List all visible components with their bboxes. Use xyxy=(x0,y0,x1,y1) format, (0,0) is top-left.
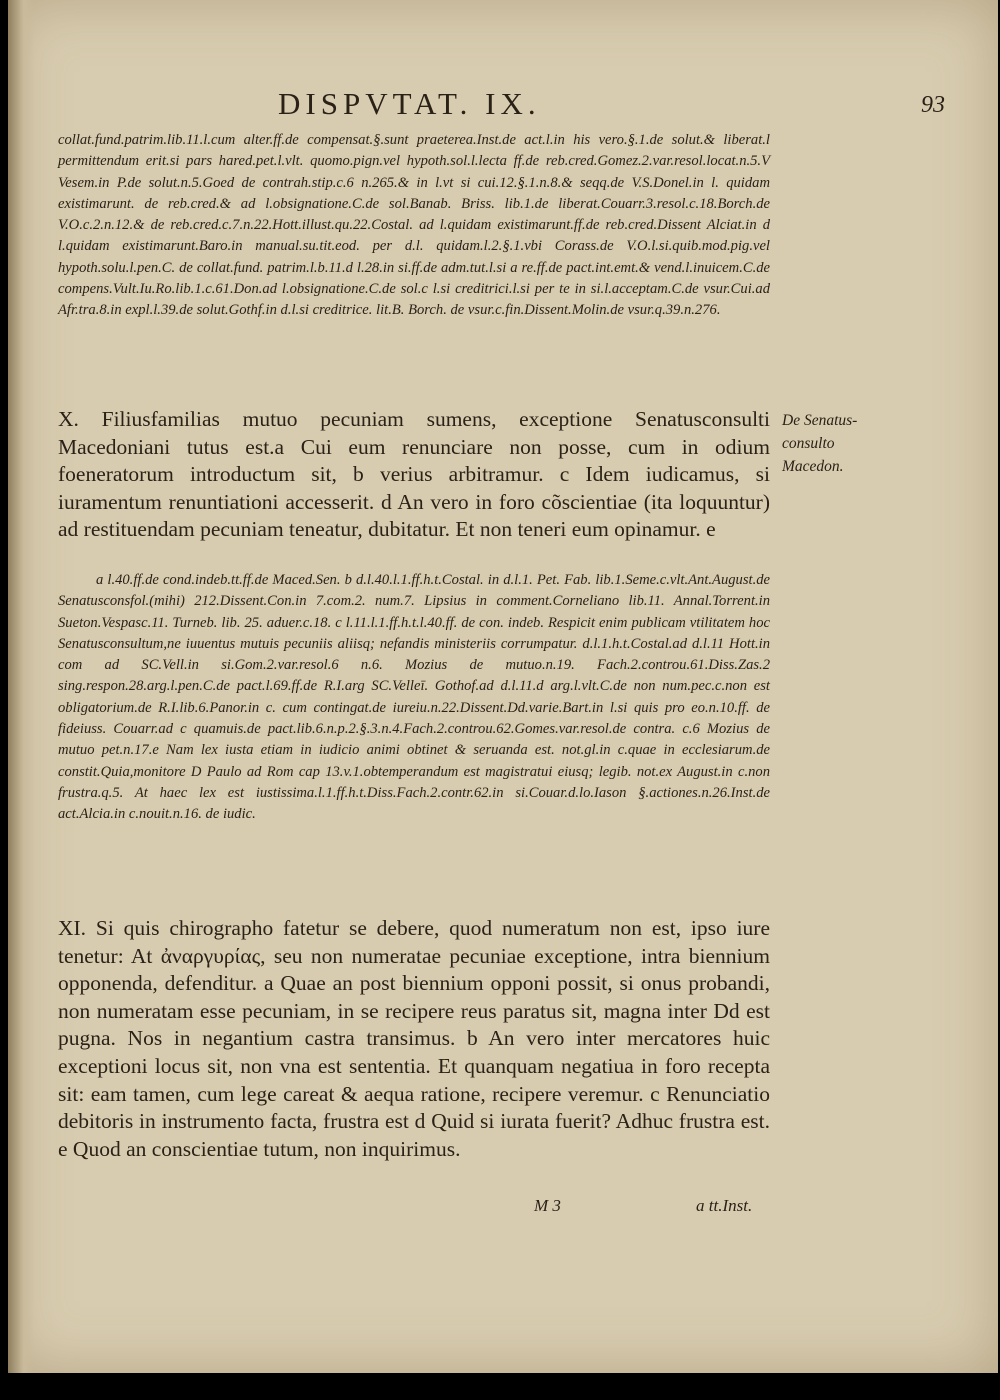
section-x-footnotes-text: a l.40.ff.de cond.indeb.tt.ff.de Maced.Sen. b d.l.40.l.1.ff.h.t.Costal. in d.l.1. Pet. Fab. lib.1.Seme.c.vlt.Ant.August.de Senatusconsfol.(mihi) 212.Dissent.Con.in 7.com.2. num.7. Lipsius in comment.Corneliano lib.11. Annal.Torrent.in Sueton.Vespasc.11. Turneb. lib. 25. aduer.c.18. c l.11.l.1.ff.h.t.l.40.ff. de con. indeb. Respicit enim publicam vtilitatem hoc Senatusconsultum,ne iuuentus mutuis pecuniis aliisq; nefandis ministeriis corrumpatur. d.l.1.h.t.Costal.ad d.l.11 Hott.in com ad SC.Vell.in si.Gom.2.var.resol.6 n.6. Mozius de mutuo.n.19. Fach.2.controu.61.Diss.Zas.2 sing.respon.28.arg.l.pen.C.de pact.l.69.ff.de R.I.arg SC.Velleī. Gothof.ad d.l.11.d arg.l.vlt.C.de non num.pec.c.non est obligatorium.de R.I.lib.6.Panor.in c. cum contingat.de iureiu.n.22.Dissent.Dd.varie.Bart.in l.si quis pro eo.n.10.ff. de fideiuss. Couarr.ad c quamuis.de pact.lib.6.n.p.2.§.3.n.4.Fach.2.controu.62.Gomes.var.resol.de contra. c.6 Mozius de mutuo pet.n.17.e Nam lex iusta etiam in iudicio animi obtinet & seruanda est. not.gl.in c.quae in ecclesiarum.de constit.Quia,monitore D Paulo ad Rom cap 13.v.1.obtemperandum est magistratui eiusq; legib. not.ex August.in c.non frustra.q.5. At haec lex est iustissima.l.1.ff.h.t.Diss.Fach.2.contr.62.in si.Couar.d.lo.Iason §.actiones.n.26.Inst.de act.Alcia.in c.nouit.n.16. de iudic. xyxy=(58,572,770,823)
margin-note-section-x: De Senatus-consulto Macedon. xyxy=(782,412,858,475)
section-x xyxy=(58,406,770,544)
footnotes-continued xyxy=(58,130,770,322)
book-page xyxy=(8,0,998,1373)
page-footer xyxy=(8,1196,998,1226)
footnotes-text: collat.fund.patrim.lib.11.l.cum alter.ff.de compensat.§.sunt praeterea.Inst.de act.l.in his vero.§.1.de solut.& liberat.l permittendum erit.si pars hared.pet.l.vlt. quomo.pign.vel hypoth.sol.l.lecta ff.de reb.cred.Gomez.2.var.resol.locat.n.5.V Vesem.in P.de solut.n.5.Goed de contrah.stip.c.6 n.265.& in l.vt si cui.12.§.1.n.8.& seqq.de V.S.Donel.in l. quidam existimarunt. de reb.cred.& ad l.obsignatione.C.de sol.Banab. Briss. lib.1.de liberat.Couarr.3.resol.c.18.Borch.de V.O.c.2.n.12.& de reb.cred.c.7.n.22.Hott.illust.qu.22.Costal. ad l.quidam existimarunt.ff.de reb.cred.Dissent Alciat.in d l.quidam existimarunt.Baro.in manual.su.tit.eod. per d.l. quidam.l.2.§.1.vbi Corass.de V.O.l.si.quib.mod.pig.vel hypoth.solu.l.pen.C. de collat.fund. patrim.l.b.11.d l.28.in si.ff.de adm.tut.l.si a re.ff.de pact.int.emt.& vend.l.inuicem.C.de compens.Vult.Iu.Ro.lib.1.c.61.Don.ad l.obsignatione.C.de sol.c l.si creditrici.l.si per te in si.l.acceptam.C.de vsur.Cui.ad Afr.tra.8.in expl.l.39.de solut.Gothf.in d.l.si creditrice. lit.B. Borch. de vsur.c.fin.Dissent.Molin.de vsur.q.39.n.276. xyxy=(58,132,770,319)
running-title: DISPVTAT. IX. xyxy=(278,86,541,121)
section-x-text: X. Filiusfamilias mutuo pecuniam sumens, exceptione Senatusconsulti Macedoniani tutus est.a Cui eum renunciare non posse, cum in odium foeneratorum introductum sit, b verius arbitramur. c Idem iudicamus, si iuramentum renuntiationi accesserit. d An vero in foro cõscientiae (ita loquuntur) ad restituendam pecuniam teneatur, dubitatur. Et non teneri eum opinamur. e xyxy=(58,407,770,542)
page-gutter-shadow xyxy=(8,0,34,1373)
section-x-footnotes xyxy=(58,570,770,826)
catchword: a tt.Inst. xyxy=(696,1196,753,1215)
signature-mark: M 3 xyxy=(534,1196,561,1215)
section-xi-text: XI. Si quis chirographo fatetur se debere, quod numeratum non est, ipso iure tenetur: At ἀναργυρίας, seu non numeratae pecuniae exceptione, intra biennium opponenda, defenditur. a Quae an post biennium opponi possit, si onus probandi, non numeratam esse pecuniam, in se recipere reus paratus sit, magna inter Dd est pugna. Nos in negantium castra transimus. b An vero inter mercatores huic exceptioni locus sit, non vna est sententia. Et quanquam negatiua in foro recepta sit: eam tamen, cum lege careat & aequa ratione, recipere veremur. c Renunciatio debitoris in instrumento facta, frustra est d Quid si iurata fuerit? Adhuc frustra est. e Quod an conscientiae tutum, non inquirimus. xyxy=(58,916,770,1161)
running-head xyxy=(8,86,998,126)
page-number: 93 xyxy=(921,92,945,118)
section-xi xyxy=(58,915,770,1163)
